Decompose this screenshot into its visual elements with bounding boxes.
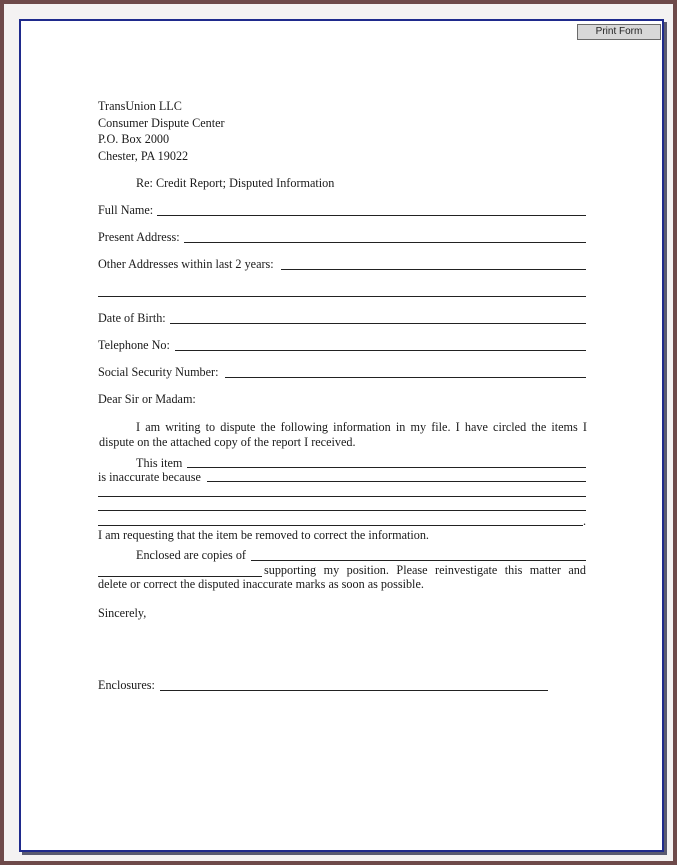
date-of-birth-label: Date of Birth: [98,311,166,325]
date-of-birth-field[interactable] [170,323,586,324]
greeting: Dear Sir or Madam: [98,392,196,406]
print-form-button[interactable]: Print Form [577,24,661,40]
re-line: Re: Credit Report; Disputed Information [136,176,335,190]
other-addresses-label: Other Addresses within last 2 years: [98,257,274,271]
ssn-label: Social Security Number: [98,365,219,379]
this-item-field[interactable] [187,467,586,468]
dispute-paragraph: I am writing to dispute the following information in my file. I have circled the items I dispute on the attached copy of the report I received. [99,420,587,449]
address-line-4: Chester, PA 19022 [98,149,189,163]
inaccurate-because-label: is inaccurate because [98,470,201,484]
this-item-label: This item [136,456,183,470]
address-line-2: Consumer Dispute Center [98,116,225,130]
present-address-label: Present Address: [98,230,180,244]
supporting-text: supporting my position. Please reinvestigate this matter and [264,563,586,577]
closing: Sincerely, [98,606,147,620]
address-line-3: P.O. Box 2000 [98,132,170,146]
other-addresses-field-2[interactable] [98,296,586,297]
reason-line-4[interactable] [98,525,583,526]
enclosures-field[interactable] [160,690,548,691]
present-address-field[interactable] [184,242,586,243]
enclosed-label: Enclosed are copies of [136,548,246,562]
window-frame [4,4,673,861]
supporting-text-2: delete or correct the disputed inaccurate marks as soon as possible. [98,577,424,591]
enclosures-label: Enclosures: [98,678,155,692]
full-name-label: Full Name: [98,203,154,217]
other-addresses-field[interactable] [281,269,586,270]
reason-line-2[interactable] [98,496,586,497]
form-page [19,19,664,852]
inaccurate-because-field[interactable] [207,481,586,482]
telephone-field[interactable] [175,350,586,351]
enclosed-copies-field[interactable] [251,560,586,561]
ssn-field[interactable] [225,377,586,378]
full-name-field[interactable] [157,215,586,216]
request-text: I am requesting that the item be removed to correct the information. [98,528,429,542]
address-line-1: TransUnion LLC [98,99,182,113]
reason-period: . [583,514,587,528]
telephone-label: Telephone No: [98,338,170,352]
reason-line-3[interactable] [98,510,586,511]
